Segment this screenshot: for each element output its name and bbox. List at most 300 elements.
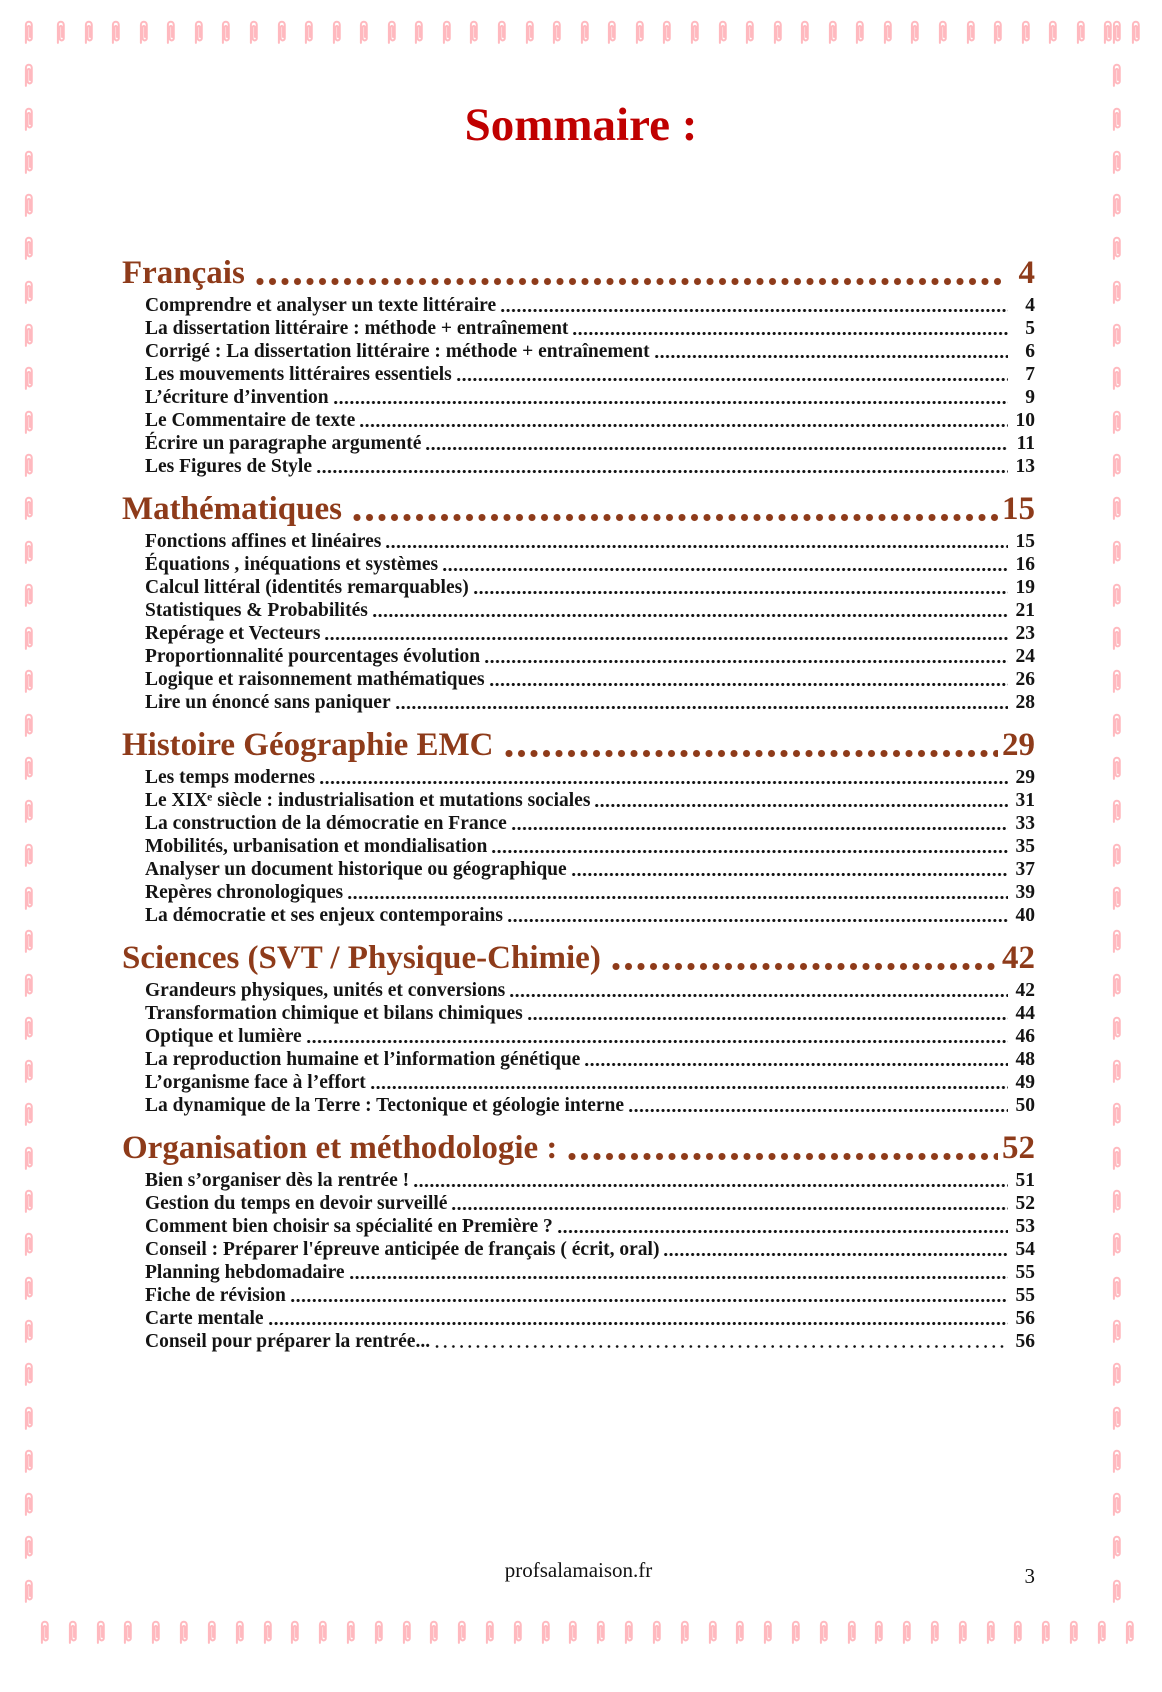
dot-leader xyxy=(500,308,1008,313)
dot-leader xyxy=(571,872,1008,877)
toc-section-heading[interactable] xyxy=(122,252,1035,294)
toc-item-label: Planning hebdomadaire xyxy=(145,1262,345,1283)
toc-item-label: Proportionnalité pourcentages évolution xyxy=(145,646,481,667)
paperclip-icon xyxy=(261,1616,274,1649)
toc-entry[interactable] xyxy=(122,1169,1035,1192)
paperclip-icon xyxy=(22,1575,35,1608)
paperclip-icon xyxy=(22,882,35,915)
paperclip-icon xyxy=(605,16,618,49)
paperclip-icon xyxy=(550,16,563,49)
paperclip-icon xyxy=(660,16,673,49)
toc-section xyxy=(122,488,1035,714)
paperclip-icon xyxy=(1110,1531,1123,1564)
paperclip-icon xyxy=(1110,536,1123,569)
toc-item-page: 55 xyxy=(1015,1285,1035,1306)
toc-item-label: Conseil pour préparer la rentrée... xyxy=(145,1331,431,1352)
toc-entry[interactable] xyxy=(122,1192,1035,1215)
border-top xyxy=(54,16,1142,49)
toc-entry[interactable] xyxy=(122,1048,1035,1071)
paperclip-icon xyxy=(1095,1616,1108,1649)
toc-item-page: 44 xyxy=(1015,1003,1035,1024)
toc-item-label: Écrire un paragraphe argumenté xyxy=(145,433,422,454)
paperclip-icon xyxy=(22,1185,35,1218)
paperclip-icon xyxy=(733,1616,746,1649)
toc-item-page: 7 xyxy=(1025,364,1035,385)
dot-leader xyxy=(349,1275,1008,1280)
paperclip-icon xyxy=(956,1616,969,1649)
paperclip-icon xyxy=(1110,1185,1123,1218)
dot-leader xyxy=(254,277,1001,286)
toc-item-page: 55 xyxy=(1015,1262,1035,1283)
toc-entry[interactable] xyxy=(122,1330,1035,1353)
toc-entry[interactable] xyxy=(122,622,1035,645)
paperclip-icon xyxy=(22,665,35,698)
toc-section-heading[interactable] xyxy=(122,937,1035,979)
toc-section-page: 15 xyxy=(1002,491,1035,527)
toc-item-page: 15 xyxy=(1015,531,1035,552)
paperclip-icon xyxy=(22,1488,35,1521)
toc-item-page: 40 xyxy=(1015,905,1035,926)
toc-section-label: Histoire Géographie EMC xyxy=(122,727,494,763)
paperclip-icon xyxy=(1110,1402,1123,1435)
paperclip-icon xyxy=(302,16,315,49)
paperclip-icon xyxy=(22,925,35,958)
toc-section-heading[interactable] xyxy=(122,1127,1035,1169)
toc-item-label: Comprendre et analyser un texte littéraire xyxy=(145,295,497,316)
toc xyxy=(122,252,1035,1353)
paperclip-icon xyxy=(1046,16,1059,49)
paperclip-icon xyxy=(22,59,35,92)
paperclip-icon xyxy=(94,1616,107,1649)
border-left xyxy=(22,16,35,1608)
paperclip-icon xyxy=(22,1012,35,1045)
paperclip-icon xyxy=(1039,1616,1052,1649)
paperclip-icon xyxy=(1110,449,1123,482)
paperclip-icon xyxy=(1074,16,1087,49)
toc-item-page: 23 xyxy=(1015,623,1035,644)
toc-item-page: 11 xyxy=(1016,433,1035,454)
paperclip-icon xyxy=(192,16,205,49)
toc-section xyxy=(122,252,1035,478)
paperclip-icon xyxy=(1110,1358,1123,1391)
paperclip-icon xyxy=(205,1616,218,1649)
paperclip-icon xyxy=(495,16,508,49)
dot-leader xyxy=(489,682,1008,687)
paperclip-icon xyxy=(1110,925,1123,958)
toc-section-label: Organisation et méthodologie : xyxy=(122,1130,558,1166)
paperclip-icon xyxy=(38,1616,51,1649)
toc-item-label: Le Commentaire de texte xyxy=(145,410,356,431)
toc-entry[interactable] xyxy=(122,455,1035,478)
paperclip-icon xyxy=(1110,1142,1123,1175)
toc-item-label: La dynamique de la Terre : Tectonique et géologie interne xyxy=(145,1095,625,1116)
toc-item-page: 10 xyxy=(1015,410,1035,431)
paperclip-icon xyxy=(678,1616,691,1649)
paperclip-icon xyxy=(22,319,35,352)
paperclip-icon xyxy=(372,1616,385,1649)
paperclip-icon xyxy=(1110,795,1123,828)
toc-section xyxy=(122,724,1035,927)
toc-item-label: Équations , inéquations et systèmes xyxy=(145,554,439,575)
dot-leader xyxy=(527,1016,1008,1021)
toc-item-label: Gestion du temps en devoir surveillé xyxy=(145,1193,448,1214)
paperclip-icon xyxy=(523,16,536,49)
toc-entry[interactable] xyxy=(122,1215,1035,1238)
paperclip-icon xyxy=(66,1616,79,1649)
toc-entry[interactable] xyxy=(122,812,1035,835)
paperclip-icon xyxy=(1110,969,1123,1002)
paperclip-icon xyxy=(22,189,35,222)
paperclip-icon xyxy=(1110,839,1123,872)
paperclip-icon xyxy=(1110,362,1123,395)
toc-item-label: Optique et lumière xyxy=(145,1026,302,1047)
paperclip-icon xyxy=(22,362,35,395)
paperclip-icon xyxy=(539,1616,552,1649)
paperclip-icon xyxy=(1110,1315,1123,1348)
dot-leader xyxy=(610,962,998,971)
toc-section-label: Sciences (SVT / Physique-Chimie) xyxy=(122,940,601,976)
dot-leader xyxy=(572,331,1008,336)
paperclip-icon xyxy=(1110,882,1123,915)
paperclip-icon xyxy=(1110,665,1123,698)
toc-item-label: Repères chronologiques xyxy=(145,882,344,903)
dot-leader xyxy=(663,1252,1008,1257)
paperclip-icon xyxy=(22,1142,35,1175)
paperclip-icon xyxy=(1110,579,1123,612)
paperclip-icon xyxy=(22,449,35,482)
dot-leader xyxy=(654,354,1008,359)
paperclip-icon xyxy=(22,622,35,655)
toc-item-page: 4 xyxy=(1025,295,1035,316)
toc-item-label: Fonctions affines et linéaires xyxy=(145,531,382,552)
toc-item-page: 56 xyxy=(1015,1331,1035,1352)
toc-item-label: La construction de la démocratie en France xyxy=(145,813,507,834)
paperclip-icon xyxy=(22,1098,35,1131)
toc-section xyxy=(122,937,1035,1117)
toc-entry[interactable] xyxy=(122,979,1035,1002)
paperclip-icon xyxy=(1110,1445,1123,1478)
toc-entry[interactable] xyxy=(122,1261,1035,1284)
paperclip-icon xyxy=(22,752,35,785)
toc-item-page: 19 xyxy=(1015,577,1035,598)
dot-leader xyxy=(413,1183,1008,1188)
paperclip-icon xyxy=(275,16,288,49)
dot-leader xyxy=(370,1085,1008,1090)
toc-item-page: 31 xyxy=(1015,790,1035,811)
toc-item-page: 50 xyxy=(1015,1095,1035,1116)
toc-entry[interactable] xyxy=(122,691,1035,714)
toc-section-label: Français xyxy=(122,255,245,291)
paperclip-icon xyxy=(1110,709,1123,742)
paperclip-icon xyxy=(1110,622,1123,655)
toc-item-label: L’organisme face à l’effort xyxy=(145,1072,366,1093)
paperclip-icon xyxy=(1110,232,1123,265)
toc-entry[interactable] xyxy=(122,553,1035,576)
toc-item-label: Lire un énoncé sans paniquer xyxy=(145,692,391,713)
paperclip-icon xyxy=(22,795,35,828)
paperclip-icon xyxy=(54,16,67,49)
toc-item-page: 33 xyxy=(1015,813,1035,834)
paperclip-icon xyxy=(594,1616,607,1649)
dot-leader xyxy=(425,446,1008,451)
toc-entry[interactable] xyxy=(122,599,1035,622)
toc-item-page: 24 xyxy=(1015,646,1035,667)
toc-entry[interactable] xyxy=(122,409,1035,432)
toc-item-page: 6 xyxy=(1025,341,1035,362)
toc-item-label: Statistiques & Probabilités xyxy=(145,600,368,621)
dot-leader xyxy=(319,780,1008,785)
dot-leader xyxy=(290,1298,1008,1303)
toc-item-page: 13 xyxy=(1015,456,1035,477)
paperclip-icon xyxy=(817,1616,830,1649)
paperclip-icon xyxy=(1110,1055,1123,1088)
border-bottom xyxy=(38,1616,1136,1649)
paperclip-icon xyxy=(798,16,811,49)
toc-entry[interactable] xyxy=(122,576,1035,599)
paperclip-icon xyxy=(1019,16,1032,49)
toc-entry[interactable] xyxy=(122,645,1035,668)
dot-leader xyxy=(451,1206,1008,1211)
toc-item-page: 16 xyxy=(1015,554,1035,575)
dot-leader xyxy=(566,1152,998,1161)
toc-item-page: 39 xyxy=(1015,882,1035,903)
paperclip-icon xyxy=(743,16,756,49)
paperclip-icon xyxy=(137,16,150,49)
paperclip-icon xyxy=(22,709,35,742)
paperclip-icon xyxy=(400,1616,413,1649)
toc-entry[interactable] xyxy=(122,1307,1035,1330)
toc-entry[interactable] xyxy=(122,904,1035,927)
toc-item-label: Le XIXᵉ siècle : industrialisation et mutations sociales xyxy=(145,790,591,811)
paperclip-icon xyxy=(82,16,95,49)
dot-leader xyxy=(584,1062,1008,1067)
toc-item-page: 29 xyxy=(1015,767,1035,788)
dot-leader xyxy=(473,590,1008,595)
paperclip-icon xyxy=(149,1616,162,1649)
toc-item-label: Repérage et Vecteurs xyxy=(145,623,321,644)
paperclip-icon xyxy=(22,492,35,525)
paperclip-icon xyxy=(483,1616,496,1649)
paperclip-icon xyxy=(566,1616,579,1649)
dot-leader xyxy=(511,826,1008,831)
paperclip-icon xyxy=(881,16,894,49)
dot-leader xyxy=(442,567,1008,572)
toc-item-label: La reproduction humaine et l’information génétique xyxy=(145,1049,581,1070)
paperclip-icon xyxy=(219,16,232,49)
toc-section-page: 42 xyxy=(1002,940,1035,976)
paperclip-icon xyxy=(247,16,260,49)
toc-item-label: Calcul littéral (identités remarquables) xyxy=(145,577,469,598)
dot-leader xyxy=(484,659,1008,664)
toc-item-page: 54 xyxy=(1015,1239,1035,1260)
paperclip-icon xyxy=(1110,59,1123,92)
toc-item-label: Transformation chimique et bilans chimiques xyxy=(145,1003,523,1024)
toc-entry[interactable] xyxy=(122,789,1035,812)
paperclip-icon xyxy=(716,16,729,49)
paperclip-icon xyxy=(1110,1575,1123,1608)
paperclip-icon xyxy=(22,1531,35,1564)
paperclip-icon xyxy=(22,1445,35,1478)
toc-item-label: Conseil : Préparer l'épreuve anticipée de français ( écrit, oral) xyxy=(145,1239,660,1260)
toc-item-label: Analyser un document historique ou géographique xyxy=(145,859,567,880)
paperclip-icon xyxy=(650,1616,663,1649)
toc-item-page: 5 xyxy=(1025,318,1035,339)
paperclip-icon xyxy=(22,1272,35,1305)
toc-section-label: Mathématiques xyxy=(122,491,342,527)
toc-section-heading[interactable] xyxy=(122,724,1035,766)
paperclip-icon xyxy=(22,1228,35,1261)
paperclip-icon xyxy=(412,16,425,49)
paperclip-icon xyxy=(1110,1098,1123,1131)
toc-item-page: 49 xyxy=(1015,1072,1035,1093)
toc-entry[interactable] xyxy=(122,1094,1035,1117)
paperclip-icon xyxy=(22,232,35,265)
toc-entry[interactable] xyxy=(122,1238,1035,1261)
paperclip-icon xyxy=(467,16,480,49)
paperclip-icon xyxy=(121,1616,134,1649)
toc-entry[interactable] xyxy=(122,386,1035,409)
toc-item-label: Bien s’organiser dès la rentrée ! xyxy=(145,1170,410,1191)
paperclip-icon xyxy=(22,839,35,872)
toc-item-label: Corrigé : La dissertation littéraire : méthode + entraînement xyxy=(145,341,650,362)
toc-item-label: Fiche de révision xyxy=(145,1285,286,1306)
paperclip-icon xyxy=(908,16,921,49)
toc-item-label: L’écriture d’invention xyxy=(145,387,329,408)
paperclip-icon xyxy=(1129,16,1142,49)
paperclip-icon xyxy=(1110,1228,1123,1261)
toc-item-label: Logique et raisonnement mathématiques xyxy=(145,669,485,690)
page-number: 3 xyxy=(1024,1564,1035,1588)
toc-entry[interactable] xyxy=(122,881,1035,904)
toc-item-page: 53 xyxy=(1015,1216,1035,1237)
border-right xyxy=(1110,16,1123,1608)
toc-entry[interactable] xyxy=(122,1025,1035,1048)
dot-leader xyxy=(395,705,1008,710)
paperclip-icon xyxy=(357,16,370,49)
paperclip-icon xyxy=(761,1616,774,1649)
paperclip-icon xyxy=(900,1616,913,1649)
toc-item-label: Les Figures de Style xyxy=(145,456,313,477)
paperclip-icon xyxy=(706,1616,719,1649)
dot-leader xyxy=(594,803,1008,808)
paperclip-icon xyxy=(853,16,866,49)
toc-entry[interactable] xyxy=(122,1002,1035,1025)
dot-leader xyxy=(456,377,1008,382)
paperclip-icon xyxy=(511,1616,524,1649)
paperclip-icon xyxy=(385,16,398,49)
paperclip-icon xyxy=(22,406,35,439)
toc-item-label: Carte mentale xyxy=(145,1308,264,1329)
paperclip-icon xyxy=(1110,189,1123,222)
toc-section xyxy=(122,1127,1035,1353)
toc-item-page: 21 xyxy=(1015,600,1035,621)
paperclip-icon xyxy=(1123,1616,1136,1649)
toc-item-label: Comment bien choisir sa spécialité en Première ? xyxy=(145,1216,553,1237)
paperclip-icon xyxy=(22,16,35,49)
paperclip-icon xyxy=(344,1616,357,1649)
toc-item-page: 52 xyxy=(1015,1193,1035,1214)
paperclip-icon xyxy=(288,1616,301,1649)
paperclip-icon xyxy=(177,1616,190,1649)
dot-leader xyxy=(628,1108,1008,1113)
toc-entry[interactable] xyxy=(122,858,1035,881)
toc-item-label: Les mouvements littéraires essentiels xyxy=(145,364,452,385)
toc-item-label: La démocratie et ses enjeux contemporains xyxy=(145,905,503,926)
paperclip-icon xyxy=(964,16,977,49)
toc-item-page: 46 xyxy=(1015,1026,1035,1047)
toc-item-page: 35 xyxy=(1015,836,1035,857)
paperclip-icon xyxy=(1110,1488,1123,1521)
toc-entry[interactable] xyxy=(122,1284,1035,1307)
toc-entry[interactable] xyxy=(122,340,1035,363)
toc-item-page: 37 xyxy=(1015,859,1035,880)
paperclip-icon xyxy=(330,16,343,49)
toc-item-label: Les temps modernes xyxy=(145,767,316,788)
paperclip-icon xyxy=(22,276,35,309)
toc-item-page: 51 xyxy=(1015,1170,1035,1191)
toc-entry[interactable] xyxy=(122,294,1035,317)
paperclip-icon xyxy=(22,1358,35,1391)
paperclip-icon xyxy=(845,1616,858,1649)
paperclip-icon xyxy=(991,16,1004,49)
paperclip-icon xyxy=(22,579,35,612)
toc-section-page: 52 xyxy=(1002,1130,1035,1166)
toc-item-page: 26 xyxy=(1015,669,1035,690)
toc-item-page: 9 xyxy=(1025,387,1035,408)
toc-item-label: La dissertation littéraire : méthode + entraînement xyxy=(145,318,569,339)
paperclip-icon xyxy=(233,1616,246,1649)
toc-item-page: 48 xyxy=(1015,1049,1035,1070)
paperclip-icon xyxy=(440,16,453,49)
toc-section-page: 4 xyxy=(1018,255,1035,291)
toc-entry[interactable] xyxy=(122,432,1035,455)
dot-leader xyxy=(503,749,998,758)
dot-leader xyxy=(509,993,1008,998)
paperclip-icon xyxy=(872,1616,885,1649)
dot-leader xyxy=(324,636,1008,641)
paperclip-icon xyxy=(109,16,122,49)
paperclip-icon xyxy=(1067,1616,1080,1649)
toc-entry[interactable] xyxy=(122,1071,1035,1094)
paperclip-icon xyxy=(1110,1272,1123,1305)
toc-entry[interactable] xyxy=(122,317,1035,340)
page-title: Sommaire : xyxy=(464,99,698,151)
paperclip-icon xyxy=(22,1402,35,1435)
paperclip-icon xyxy=(771,16,784,49)
paperclip-icon xyxy=(633,16,646,49)
toc-section-heading[interactable] xyxy=(122,488,1035,530)
dot-leader xyxy=(316,469,1008,474)
paperclip-icon xyxy=(1110,16,1123,49)
page-footer xyxy=(122,1558,1035,1588)
paperclip-icon xyxy=(1110,406,1123,439)
toc-entry[interactable] xyxy=(122,668,1035,691)
toc-entry[interactable] xyxy=(122,530,1035,553)
toc-item-label: Mobilités, urbanisation et mondialisation xyxy=(145,836,488,857)
paperclip-icon xyxy=(22,536,35,569)
paperclip-icon xyxy=(455,1616,468,1649)
paperclip-icon xyxy=(578,16,591,49)
paperclip-icon xyxy=(688,16,701,49)
toc-item-page: 56 xyxy=(1015,1308,1035,1329)
paperclip-icon xyxy=(1110,276,1123,309)
dot-leader xyxy=(359,423,1008,428)
toc-entry[interactable] xyxy=(122,835,1035,858)
toc-entry[interactable] xyxy=(122,363,1035,386)
paperclip-icon xyxy=(316,1616,329,1649)
toc-entry[interactable] xyxy=(122,766,1035,789)
paperclip-icon xyxy=(936,16,949,49)
